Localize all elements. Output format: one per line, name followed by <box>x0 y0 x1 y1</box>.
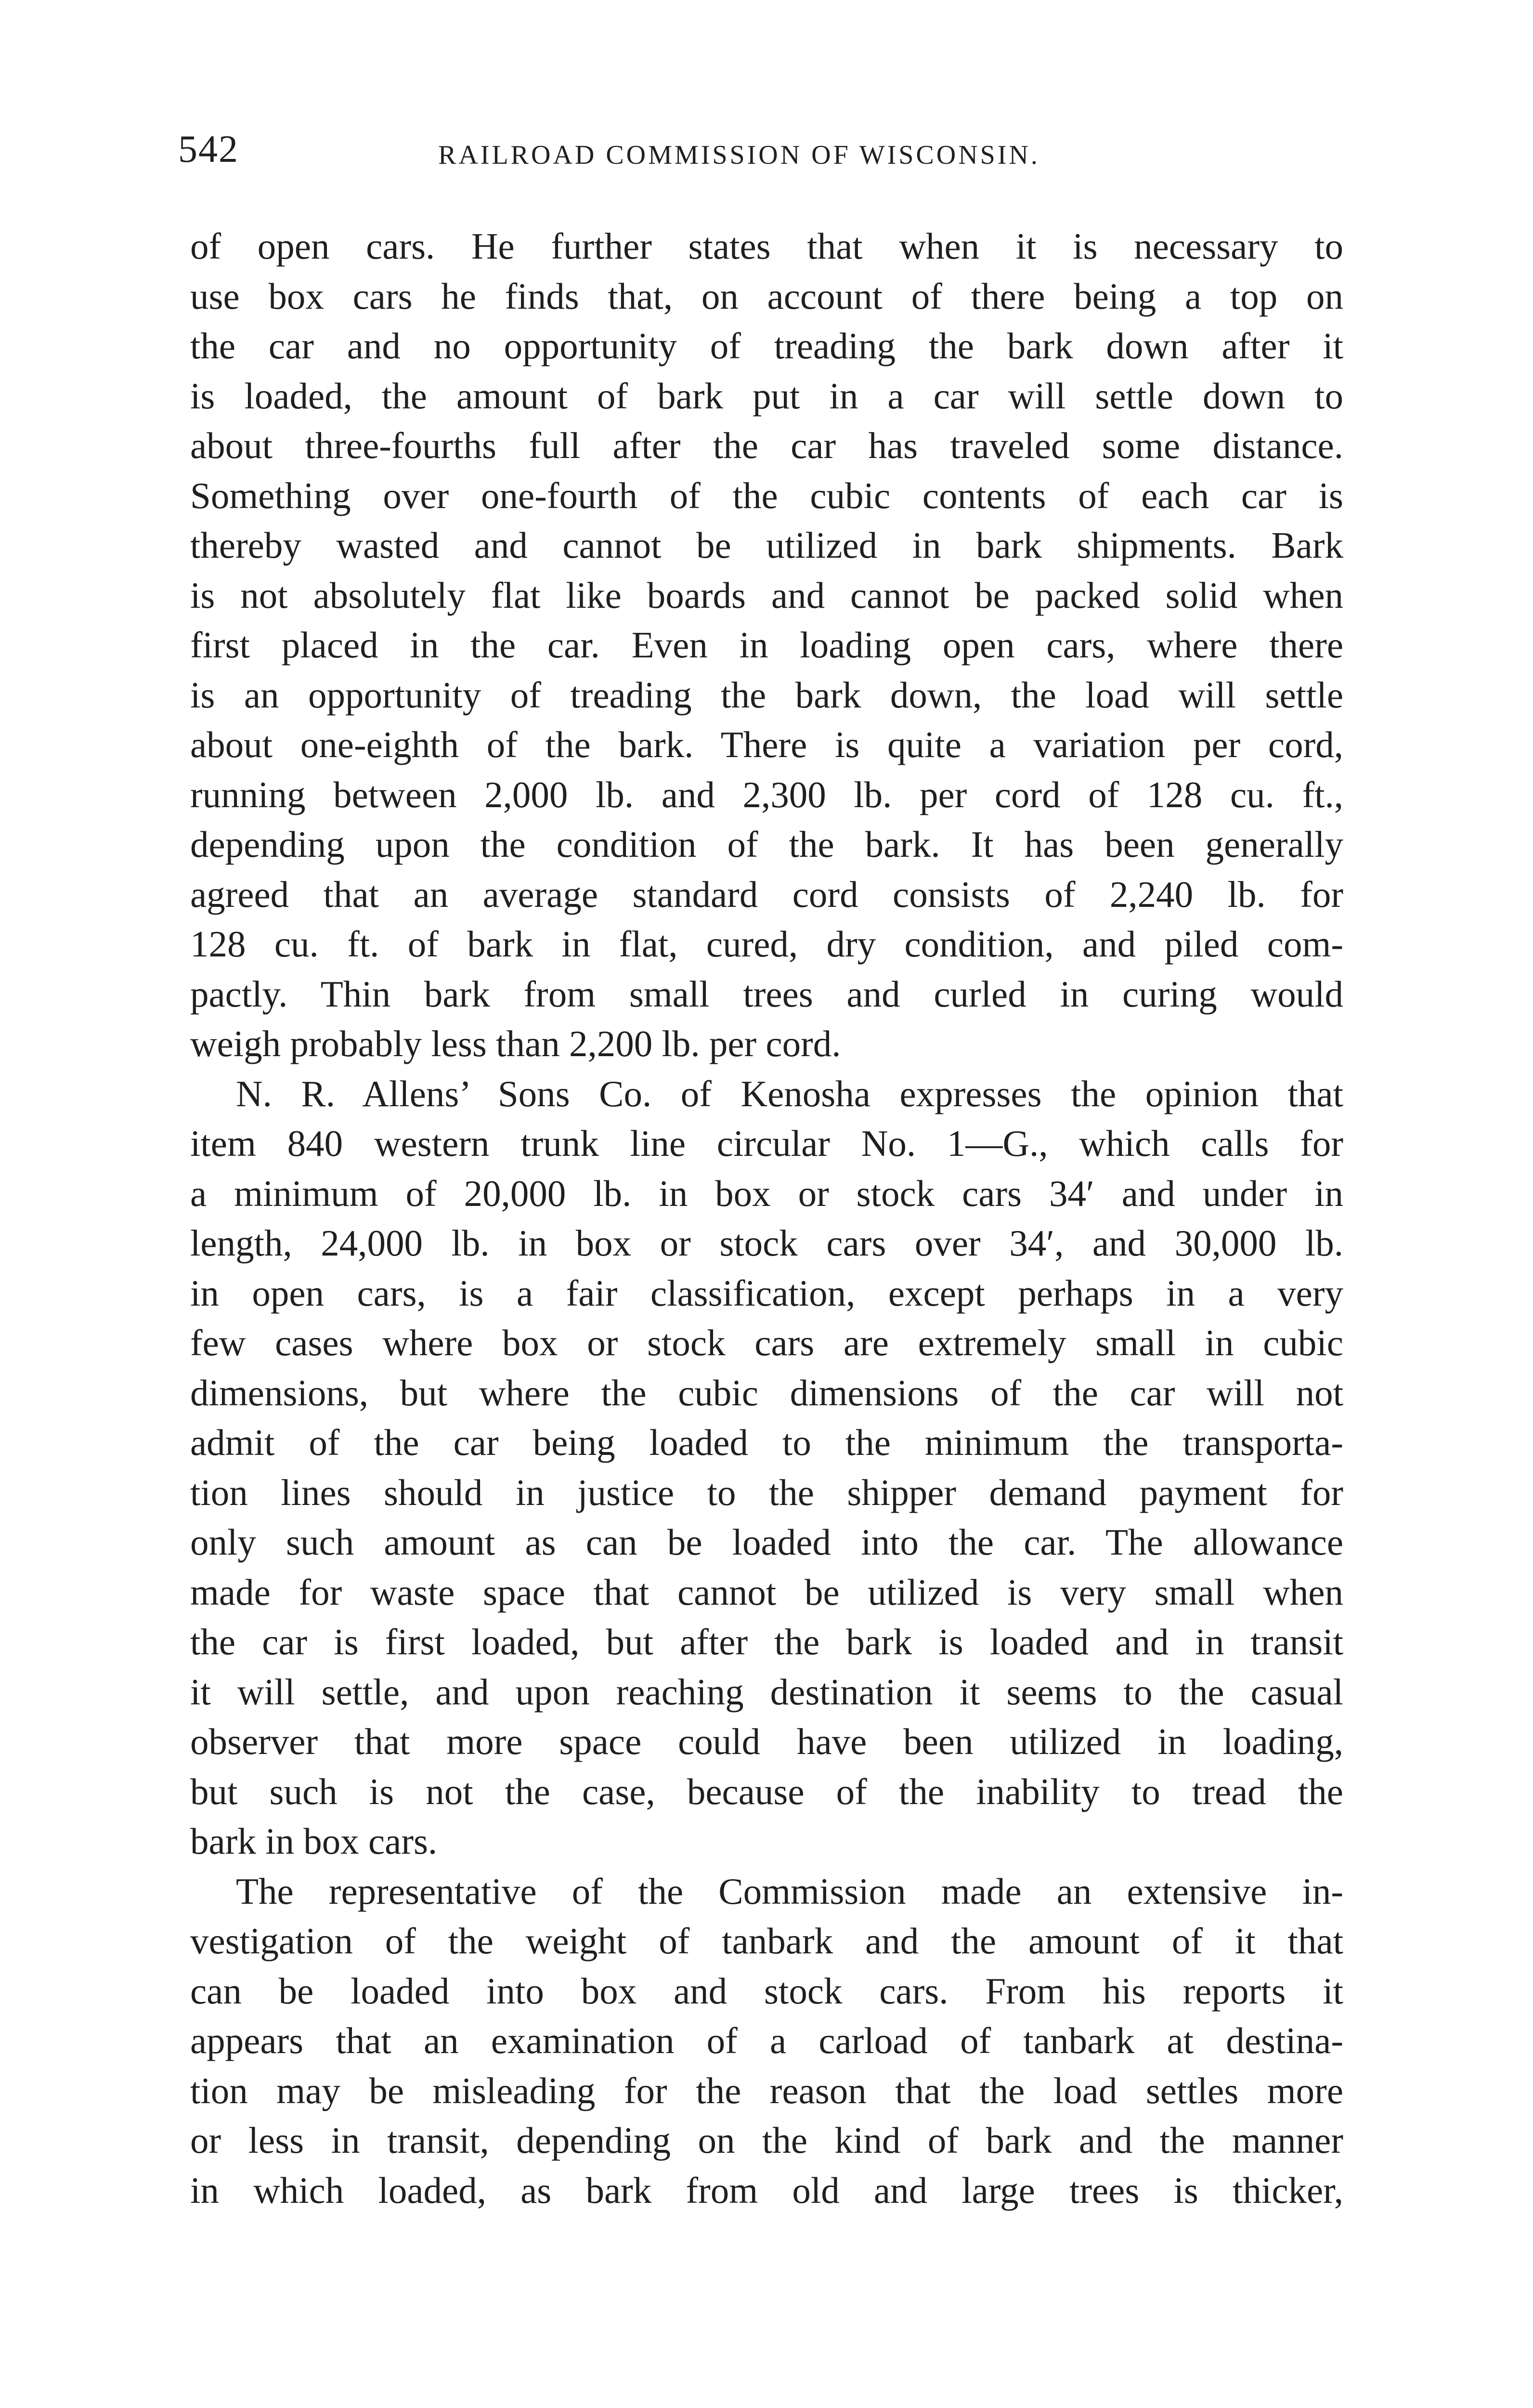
text-line: tion may be misleading for the reason that the load settles more <box>190 2069 1343 2111</box>
text-line: only such amount as can be loaded into the car. The allowance <box>190 1521 1343 1563</box>
text-line: about three-fourths full after the car has traveled some distance. <box>190 425 1343 466</box>
text-line: is not absolutely flat like boards and cannot be packed solid when <box>190 574 1343 616</box>
text-line: N. R. Allens’ Sons Co. of Kenosha expresses the opinion that <box>236 1073 1343 1114</box>
text-line: agreed that an average standard cord consists of 2,240 lb. for <box>190 873 1343 915</box>
text-line: made for waste space that cannot be utilized is very small when <box>190 1571 1343 1613</box>
text-line: appears that an examination of a carload of tanbark at destina- <box>190 2020 1343 2061</box>
text-line: observer that more space could have been utilized in loading, <box>190 1721 1343 1762</box>
text-line: thereby wasted and cannot be utilized in bark shipments. Bark <box>190 524 1343 566</box>
paragraph-3 <box>190 1867 1343 2216</box>
text-line: of open cars. He further states that when it is necessary to <box>190 225 1343 267</box>
text-line: pactly. Thin bark from small trees and curled in curing would <box>190 973 1343 1015</box>
text-line: vestigation of the weight of tanbark and the amount of it that <box>190 1920 1343 1962</box>
text-line: the car and no opportunity of treading the bark down after it <box>190 325 1343 366</box>
text-line: or less in transit, depending on the kind of bark and the manner <box>190 2120 1343 2161</box>
text-line: first placed in the car. Even in loading open cars, where there <box>190 624 1343 666</box>
text-line: weigh probably less than 2,200 lb. per cord. <box>190 1023 841 1064</box>
text-line: is an opportunity of treading the bark down, the load will settle <box>190 674 1343 716</box>
page-number: 542 <box>178 128 239 170</box>
text-line: tion lines should in justice to the shipper demand payment for <box>190 1471 1343 1513</box>
text-line: the car is first loaded, but after the bark is loaded and in transit <box>190 1621 1343 1662</box>
text-line: it will settle, and upon reaching destination it seems to the casual <box>190 1671 1343 1713</box>
text-line: is loaded, the amount of bark put in a car will settle down to <box>190 375 1343 417</box>
text-line: admit of the car being loaded to the minimum the transporta- <box>190 1422 1343 1463</box>
text-line: The representative of the Commission made an extensive in- <box>236 1870 1343 1912</box>
text-line: a minimum of 20,000 lb. in box or stock cars 34′ and under in <box>190 1172 1343 1214</box>
running-title: RAILROAD COMMISSION OF WISCONSIN. <box>438 140 1040 170</box>
text-line: length, 24,000 lb. in box or stock cars over 34′, and 30,000 lb. <box>190 1222 1343 1264</box>
text-line: but such is not the case, because of the inability to tread the <box>190 1770 1343 1812</box>
text-line: Something over one-fourth of the cubic contents of each car is <box>190 474 1343 516</box>
text-line: about one-eighth of the bark. There is quite a variation per cord, <box>190 724 1343 765</box>
text-line: dimensions, but where the cubic dimensions of the car will not <box>190 1372 1343 1413</box>
text-line: use box cars he finds that, on account of there being a top on <box>190 275 1343 317</box>
text-line: can be loaded into box and stock cars. From his reports it <box>190 1970 1343 2012</box>
running-head <box>178 123 1353 176</box>
text-line: 128 cu. ft. of bark in flat, cured, dry condition, and piled com- <box>190 923 1343 965</box>
text-line: in open cars, is a fair classification, except perhaps in a very <box>190 1272 1343 1314</box>
body-text <box>190 222 1343 2215</box>
text-line: few cases where box or stock cars are extremely small in cubic <box>190 1322 1343 1363</box>
text-line: in which loaded, as bark from old and large trees is thicker, <box>190 2169 1343 2211</box>
text-line: running between 2,000 lb. and 2,300 lb. per cord of 128 cu. ft., <box>190 773 1343 815</box>
paragraph-1 <box>190 222 1343 1069</box>
paragraph-2 <box>190 1069 1343 1867</box>
text-line: item 840 western trunk line circular No. 1—G., which calls for <box>190 1123 1343 1164</box>
text-line: depending upon the condition of the bark. It has been generally <box>190 824 1343 865</box>
text-line: bark in box cars. <box>190 1820 438 1862</box>
